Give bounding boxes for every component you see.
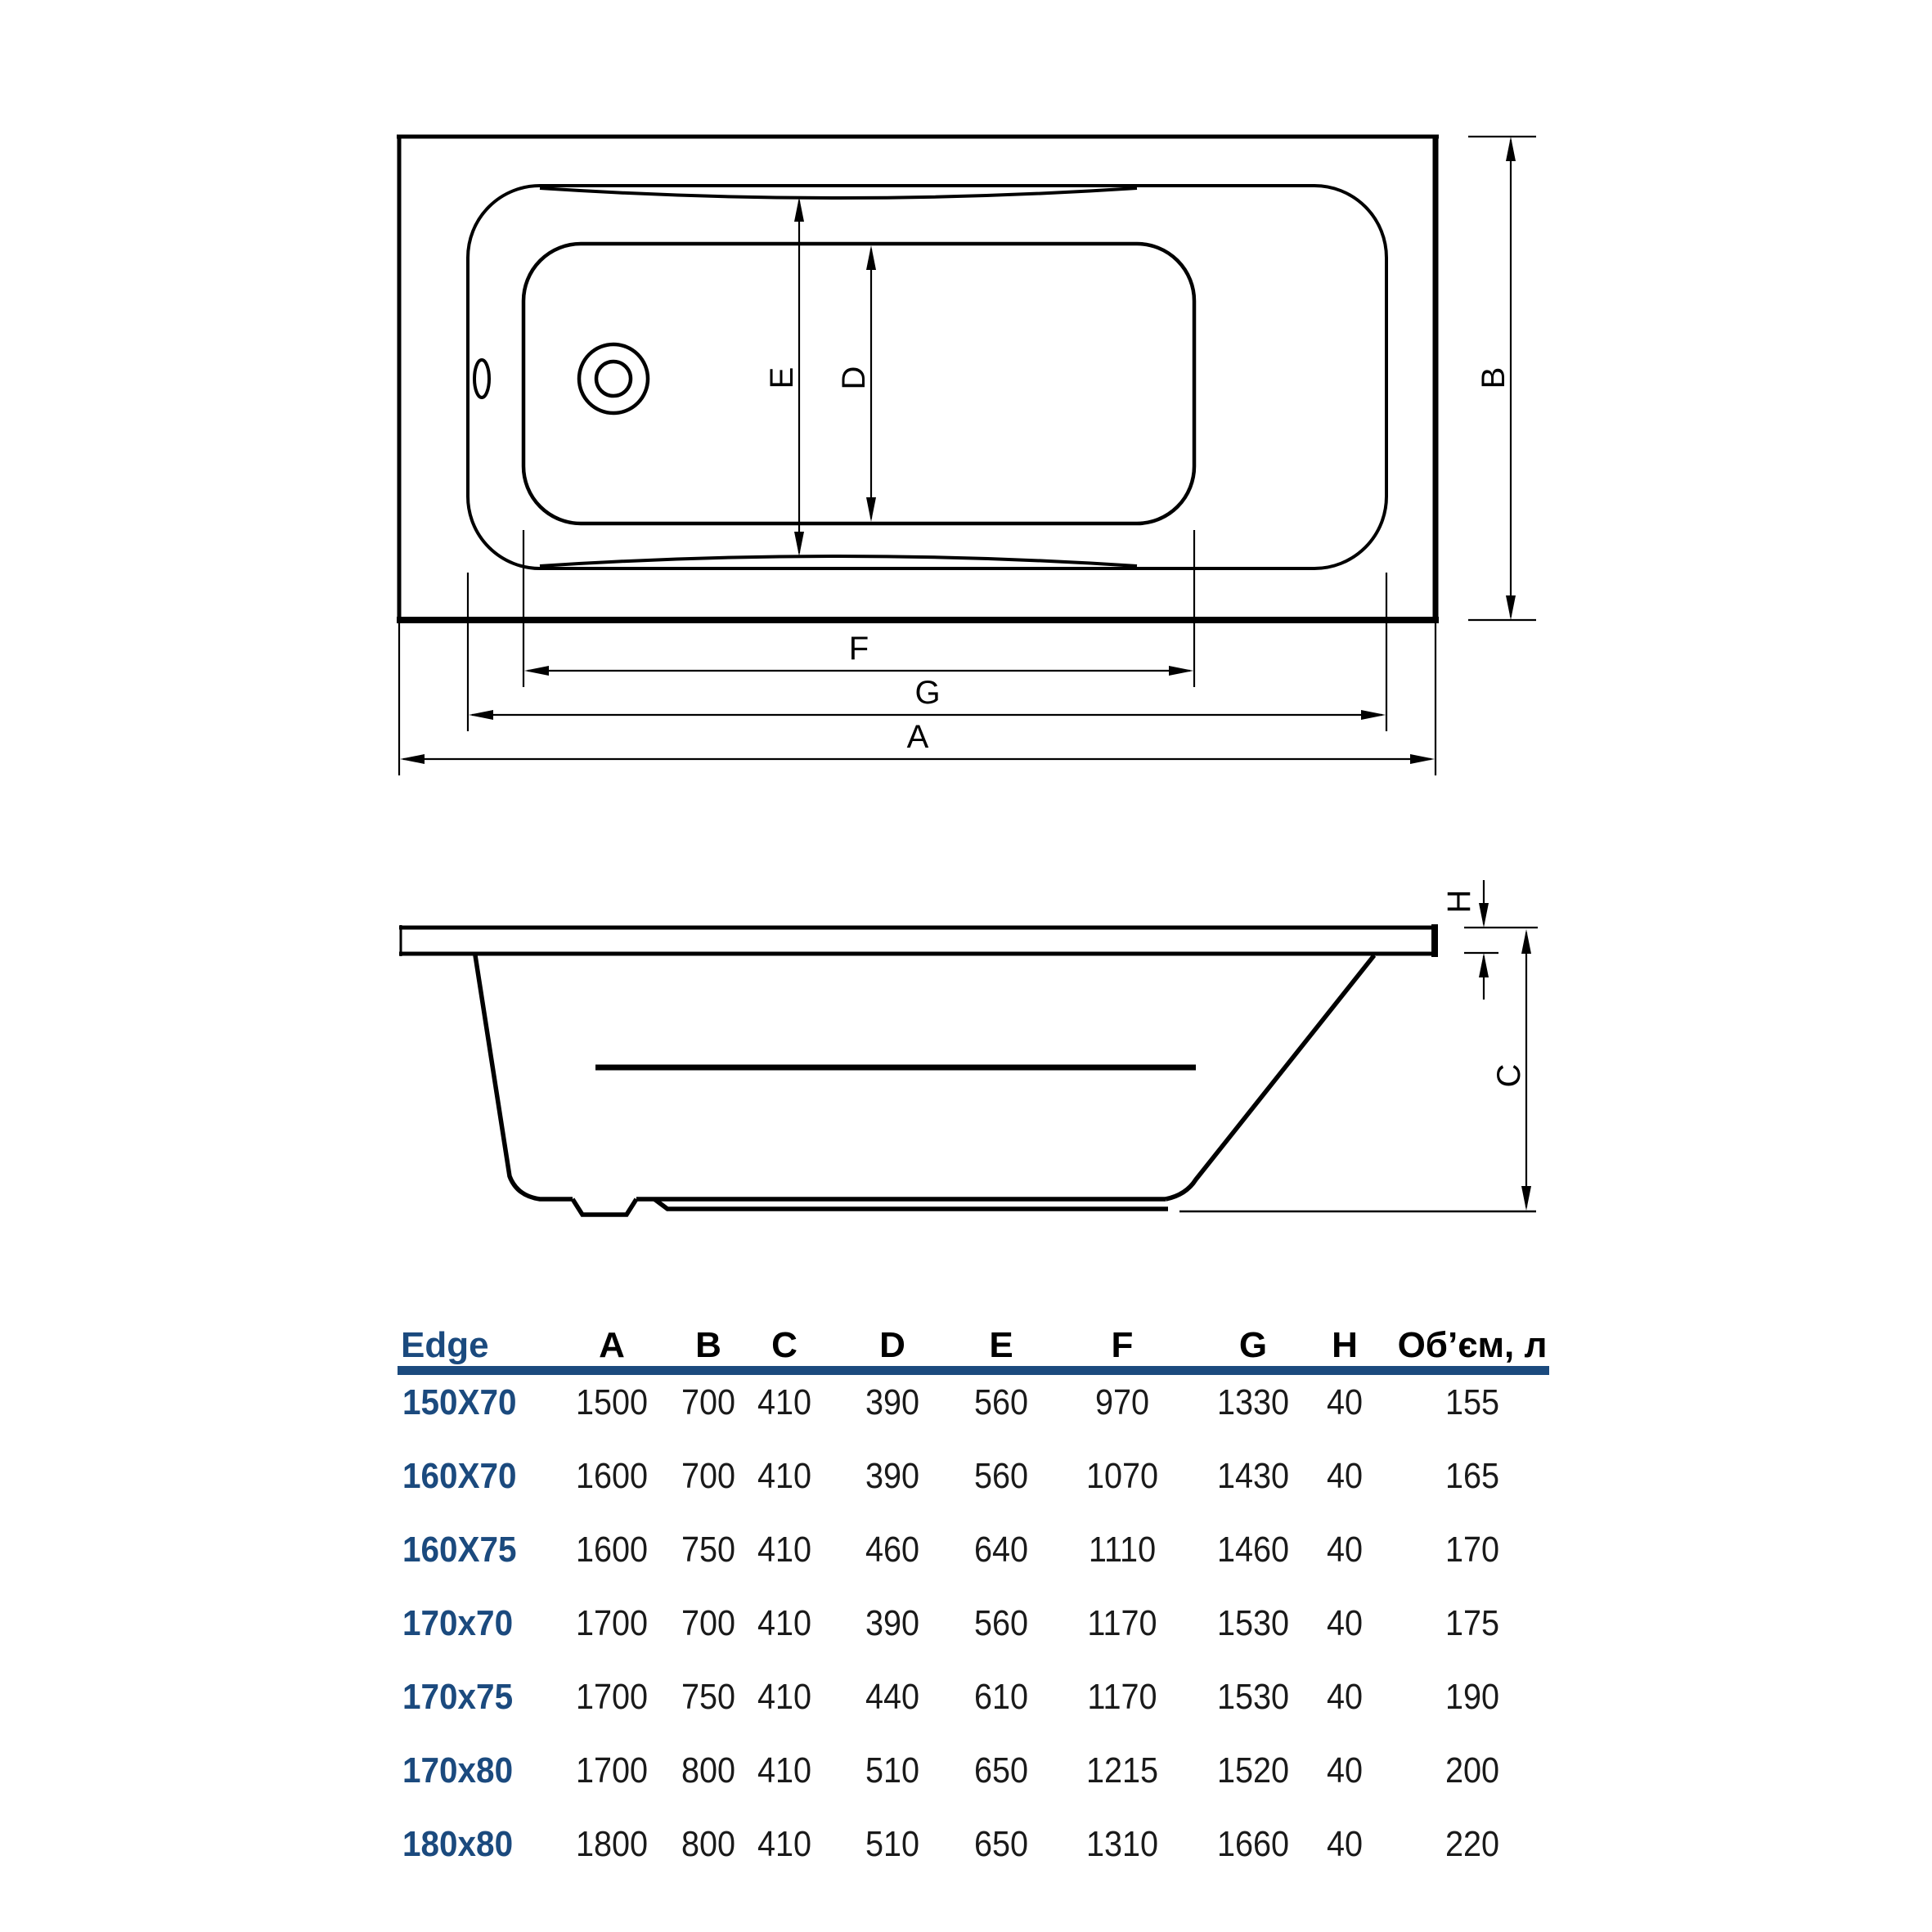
dimension-value: 560 <box>973 1382 1029 1422</box>
dimension-value: 700 <box>681 1456 736 1496</box>
dimension-value: 1500 <box>575 1382 649 1422</box>
dimension-value: 1110 <box>1088 1530 1157 1570</box>
dim-label-e: E <box>764 366 800 389</box>
dimension-value: 40 <box>1326 1530 1364 1570</box>
dimension-value: 560 <box>973 1603 1029 1643</box>
dimension-value: 1460 <box>1216 1530 1290 1570</box>
column-header-a: A <box>599 1325 625 1365</box>
dimension-value: 560 <box>973 1456 1029 1496</box>
dimension-value: 1330 <box>1216 1382 1290 1422</box>
row-size-label: 170x80 <box>402 1750 514 1790</box>
row-size-label: 180x80 <box>402 1824 514 1864</box>
dimension-value: 800 <box>681 1824 736 1864</box>
table-model-header: Edge <box>401 1325 489 1365</box>
dimension-value: 750 <box>681 1530 736 1570</box>
dimension-value: 1530 <box>1216 1603 1290 1643</box>
row-size-label: 160X70 <box>402 1456 517 1496</box>
table-header-row <box>0 1326 1932 1365</box>
table-row <box>0 1825 1932 1864</box>
dimension-value: 610 <box>973 1677 1029 1717</box>
dimension-value: 800 <box>681 1750 736 1790</box>
dimension-value: 1700 <box>575 1750 649 1790</box>
dimension-value: 460 <box>865 1530 920 1570</box>
dimension-value: 390 <box>865 1603 920 1643</box>
dimension-value: 510 <box>865 1824 920 1864</box>
dimension-value: 40 <box>1326 1382 1364 1422</box>
table-row <box>0 1678 1932 1717</box>
dimension-value: 190 <box>1445 1677 1500 1717</box>
dimension-value: 650 <box>973 1750 1029 1790</box>
row-size-label: 170x75 <box>402 1677 514 1717</box>
dimension-value: 1430 <box>1216 1456 1290 1496</box>
dim-label-f: F <box>848 631 869 667</box>
dimension-value: 200 <box>1445 1750 1500 1790</box>
dimension-value: 1700 <box>575 1603 649 1643</box>
dimension-value: 640 <box>973 1530 1029 1570</box>
column-header-h: H <box>1332 1325 1358 1365</box>
dimension-value: 1600 <box>575 1456 649 1496</box>
dimension-value: 410 <box>757 1677 812 1717</box>
dimension-value: 1660 <box>1216 1824 1290 1864</box>
row-size-label: 160X75 <box>402 1530 517 1570</box>
dimension-value: 220 <box>1445 1824 1500 1864</box>
dimension-value: 40 <box>1326 1677 1364 1717</box>
dim-label-h: H <box>1441 889 1477 914</box>
dimension-value: 390 <box>865 1382 920 1422</box>
table-row <box>0 1604 1932 1643</box>
dimension-value: 40 <box>1326 1603 1364 1643</box>
dimension-value: 700 <box>681 1603 736 1643</box>
dim-label-g: G <box>914 675 941 711</box>
dimension-value: 410 <box>757 1530 812 1570</box>
dimension-value: 40 <box>1326 1456 1364 1496</box>
dimension-value: 970 <box>1094 1382 1150 1422</box>
dimension-value: 440 <box>865 1677 920 1717</box>
dimension-value: 1170 <box>1087 1603 1157 1643</box>
dimension-value: 410 <box>757 1382 812 1422</box>
dim-label-d: D <box>836 366 872 390</box>
column-header-b: B <box>695 1325 721 1365</box>
table-row <box>0 1383 1932 1422</box>
dimension-value: 750 <box>681 1677 736 1717</box>
dimension-value: 1070 <box>1085 1456 1159 1496</box>
dimension-value: 1170 <box>1087 1677 1157 1717</box>
dimension-value: 40 <box>1326 1750 1364 1790</box>
dimension-value: 175 <box>1445 1603 1500 1643</box>
column-header-f: F <box>1111 1325 1134 1365</box>
dimension-value: 1520 <box>1216 1750 1290 1790</box>
table-divider <box>398 1366 1549 1375</box>
dim-label-c: C <box>1491 1063 1527 1088</box>
dim-label-b: B <box>1476 366 1512 389</box>
dimension-value: 1310 <box>1085 1824 1159 1864</box>
dimension-value: 510 <box>865 1750 920 1790</box>
table-row <box>0 1530 1932 1570</box>
row-size-label: 170x70 <box>402 1603 514 1643</box>
dimension-value: 170 <box>1445 1530 1500 1570</box>
dimension-value: 390 <box>865 1456 920 1496</box>
column-header-e: E <box>989 1325 1013 1365</box>
column-header-d: D <box>879 1325 905 1365</box>
column-header-c: C <box>771 1325 798 1365</box>
column-header-volume: Об’єм, л <box>1397 1325 1548 1365</box>
column-header-g: G <box>1238 1325 1268 1365</box>
dimension-value: 410 <box>757 1456 812 1496</box>
dimension-value: 155 <box>1445 1382 1500 1422</box>
dimension-value: 1800 <box>575 1824 649 1864</box>
table-row <box>0 1457 1932 1496</box>
row-size-label: 150X70 <box>402 1382 517 1422</box>
dimension-value: 650 <box>973 1824 1029 1864</box>
dim-label-a: A <box>906 719 929 755</box>
dimension-value: 165 <box>1445 1456 1500 1496</box>
dimension-value: 1530 <box>1216 1677 1290 1717</box>
dimension-value: 410 <box>757 1603 812 1643</box>
dimension-value: 1215 <box>1085 1750 1159 1790</box>
dimension-value: 410 <box>757 1824 812 1864</box>
dimension-value: 40 <box>1326 1824 1364 1864</box>
dimension-value: 1600 <box>575 1530 649 1570</box>
dimension-value: 1700 <box>575 1677 649 1717</box>
table-row <box>0 1751 1932 1790</box>
dimension-value: 700 <box>681 1382 736 1422</box>
dimension-value: 410 <box>757 1750 812 1790</box>
